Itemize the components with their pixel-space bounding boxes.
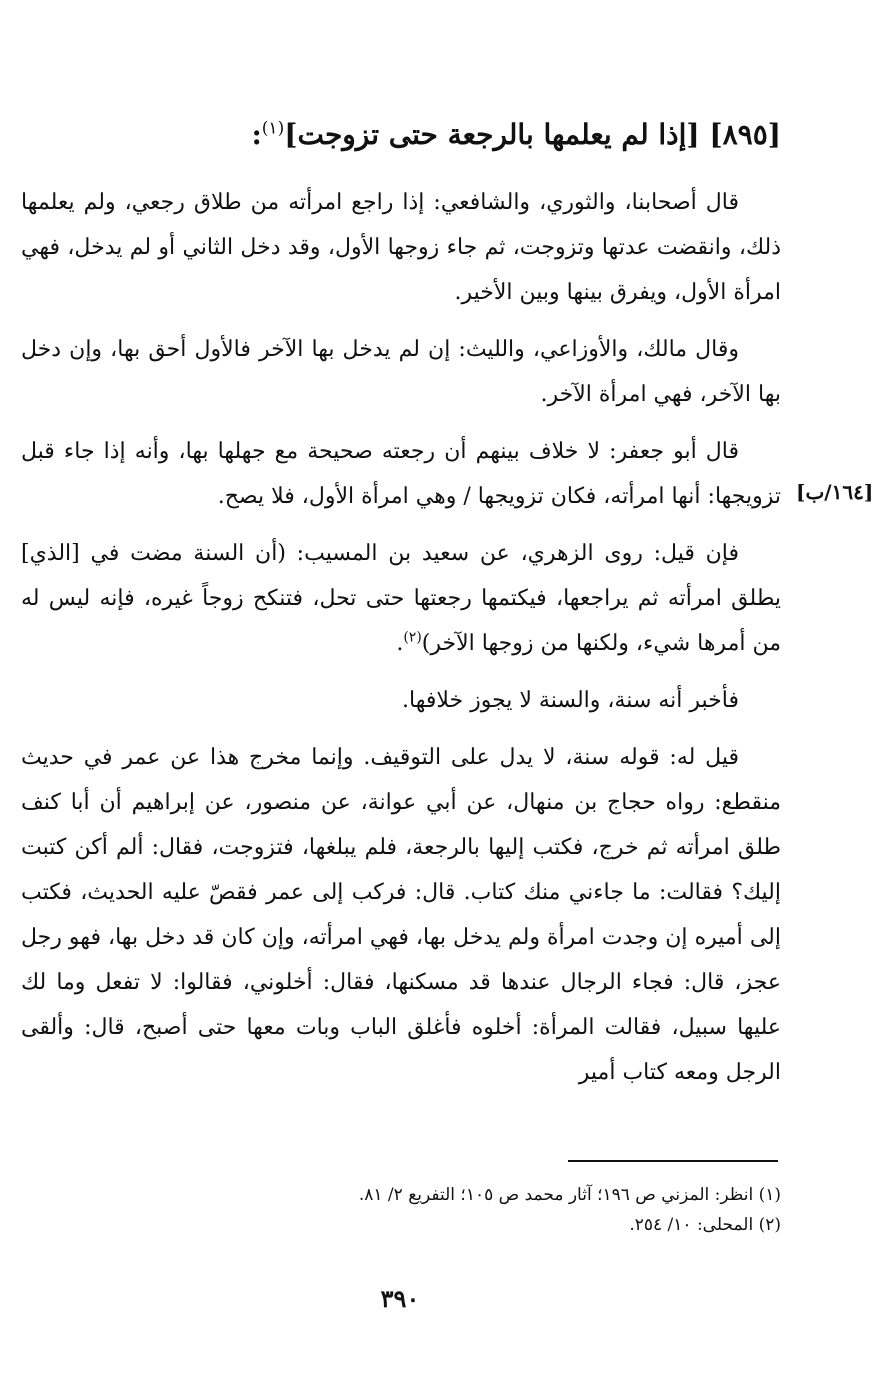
paragraph-1: قال أصحابنا، والثوري، والشافعي: إذا راجع امرأته من طلاق رجعي، ولم يعلمها ذلك، وانقضت عدتها وتزوجت، ثم جاء زوجها الأول، وقد دخل الثاني أو لم يدخل، فهي امرأة الأول، ويفرق بينها وبين الأخير. [21, 190, 781, 305]
footnote-divider [568, 1160, 778, 1162]
section-heading [251, 118, 781, 151]
paragraph-4 [21, 531, 781, 666]
paragraph-2: وقال مالك، والأوزاعي، والليث: إن لم يدخل بها الآخر فالأول أحق بها، وإن دخل بها الآخر، فهي امرأة الآخر. [21, 337, 781, 407]
heading-footnote-ref[interactable]: (١) [261, 118, 285, 139]
heading-tail: : [251, 118, 262, 151]
page-number: ٣٩٠ [380, 1284, 420, 1313]
body-text [21, 180, 781, 1107]
paragraph-5: فأخبر أنه سنة، والسنة لا يجوز خلافها. [402, 688, 739, 713]
footnote-2: (٢) المحلى: ١٠/ ٢٥٤. [629, 1215, 781, 1235]
paragraph-6: قيل له: قوله سنة، لا يدل على التوقيف. وإنما مخرج هذا عن عمر في حديث منقطع: رواه حجاج بن منهال، عن أبي عوانة، عن منصور، عن إبراهيم أن أبا كنف طلق امرأته ثم خرج، فكتب إليها بالرجعة، فلم يبلغها، فتزوجت، فقال: ألم أكن كتبت إليك؟ فقالت: ما جاءني منك كتاب. قال: فركب إلى عمر فقصّ عليه الحديث، فكتب إلى أميره إن وجدت امرأة ولم يدخل بها، فهي امرأته، وإن كان قد دخل بها، فهو رجل عجز، قال: فجاء الرجال عندها قد مسكنها، فقال: أخلوني، فقالوا: لا تفعل وما لك عليها سبيل، فقالت المرأة: أخلوه فأغلق الباب وبات معها حتى أصبح، قال: وألقى الرجل ومعه كتاب أمير [21, 745, 781, 1085]
paragraph-4-text: فإن قيل: روى الزهري، عن سعيد بن المسيب: (أن السنة مضت في [الذي] يطلق امرأته ثم يراجعها، فيكتمها رجعتها حتى تحل، فتنكح زوجاً غيره، فإنه ليس له من أمرها شيء، ولكنها من زوجها الآخر) [21, 541, 781, 656]
paragraph-3: قال أبو جعفر: لا خلاف بينهم أن رجعته صحيحة مع جهلها بها، وأنه إذا جاء قبل تزويجها: أنها امرأته، فكان تزويجها / وهي امرأة الأول، فلا يصح. [21, 439, 781, 509]
paragraph-4-tail: . [396, 631, 404, 656]
footnotes [21, 1180, 781, 1240]
manuscript-folio-marker: [١٦٤/ب] [796, 480, 874, 504]
paragraph-4-footnote-ref[interactable]: (٢) [403, 629, 422, 646]
heading-text: [٨٩٥] [إذا لم يعلمها بالرجعة حتى تزوجت] [284, 118, 781, 151]
footnote-1: (١) انظر: المزني ص ١٩٦؛ آثار محمد ص ١٠٥؛ التفريع ٢/ ٨١. [358, 1185, 781, 1205]
